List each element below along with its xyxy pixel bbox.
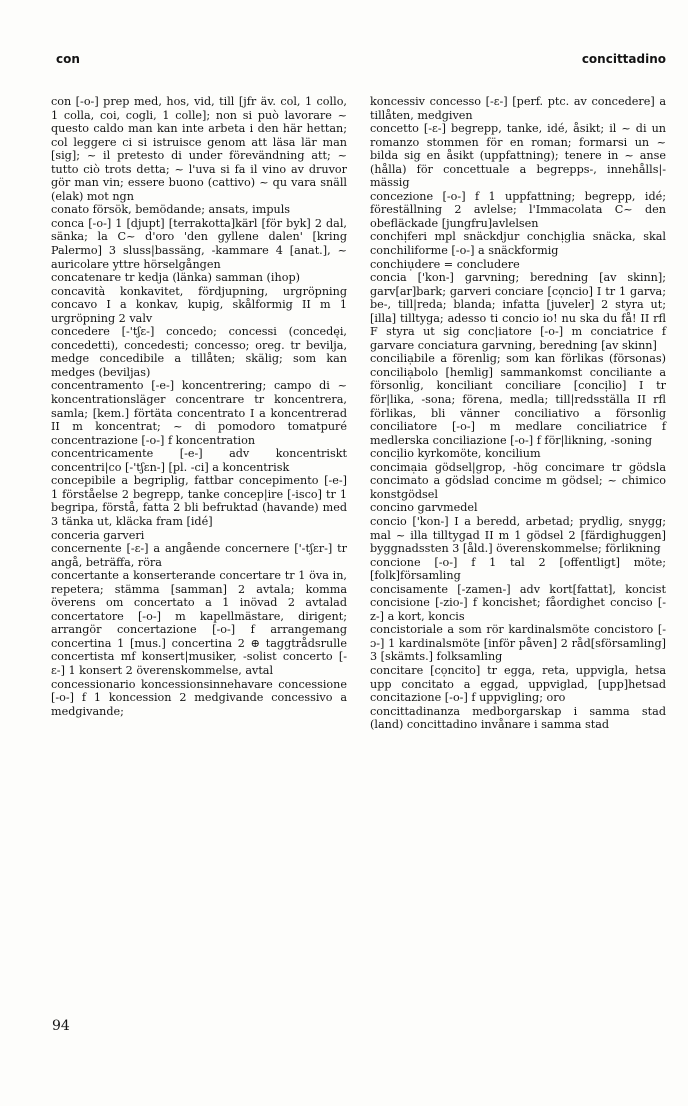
dictionary-entry: concistoriale a som rör kardinalsmöte concistoro [-ɔ-] 1 kardinalsmöte [inför påven] 2 råd[sförsamling] 3 [skämts.] folksamling	[370, 623, 666, 664]
dictionary-entry: concedere [-'tʃɛ-] concedo; concessi (concedęi, concedetti), concedesti; concesso; oreg. tr bevilja, medge concedibile a tillåten; skälig; som kan medges (beviljas)	[51, 325, 347, 379]
dictionary-entry: conceria garveri	[51, 528, 145, 542]
dictionary-entry: conchiụdere = concludere	[370, 257, 520, 271]
dictionary-entry: concimạia gödsel|grop, -hög concimare tr gödsla concimato a gödslad concime m gödsel; ~ chimico konstgödsel	[370, 460, 666, 501]
dictionary-entry: concernente [-ɛ-] a angående concernere ['-tʃɛr-] tr angå, beträffa, röra	[51, 542, 347, 569]
dictionary-entry: concertante a konserterande concertare tr 1 öva in, repetera; stämma [samman] 2 avtala; komma överens om concertato a 1 inövad 2 avtalad concertatore [-o-] m kapellmästare, dirigent; arrangör concertazione [-o-] f arrangemang concertina 1 [mus.] concertina 2 ⊕ taggtrådsrulle concertista mf konsert|musiker, -solist concerto [-ɛ-] 1 konsert 2 överenskommelse, avtal	[51, 569, 347, 677]
dictionary-entry: concione [-o-] f 1 tal 2 [offentligt] möte; [folk]församling	[370, 555, 666, 583]
dictionary-entry: conchịferi mpl snäckdjur conchịglia snäcka, skal conchiliforme [-o-] a snäckformig	[370, 230, 666, 258]
dictionary-entry: concepibile a begriplig, fattbar concepimento [-e-] 1 förståelse 2 begrepp, tanke concep|ire [-isco] tr 1 begripa, förstå, fatta 2 bli befruktad (havande) med 3 tänka ut, kläcka fram [idé]	[51, 474, 347, 528]
dictionary-entry: concia ['kon-] garvning; beredning [av skinn]; garv[ar]bark; garveri conciare [cọncio] I tr 1 garva; be-, till|reda; blanda; infatta [juveler] 2 styra ut; [illa] tilltyga; adesso ti concio io! nu ska du få! II rfl F styra ut sig conc|iatore [-o-] m conciatrice f garvare conciatura garvning, beredning [av skinn]	[370, 271, 666, 352]
dictionary-entry: conato försök, bemödande; ansats, impuls	[51, 203, 291, 217]
dictionary-entry: concezione [-o-] f 1 uppfattning; begrepp, idé; föreställning 2 avlelse; l'Immacolata C~ den obefläckade [jungfru]avlelsen	[370, 189, 666, 230]
dictionary-entry: concittadinanza medborgarskap i samma stad (land) concittadino invånare i samma stad	[370, 704, 666, 732]
dictionary-entry: concitare [cọncito] tr egga, reta, uppvigla, hetsa upp concitato a eggad, uppviglad, [upp]hetsad concitazione [-o-] f uppvigling; oro	[370, 663, 666, 705]
header-left-guideword: con	[56, 52, 80, 66]
dictionary-entry: concetto [-ɛ-] begrepp, tanke, idé, åsikt; il ~ di un romanzo stommen för en roman; formarsi un ~ bilda sig en åsikt (uppfattning); tenere in ~ anse (hålla) för concettuale a begrepps-, innehålls|-mässig	[370, 122, 666, 190]
left-column	[51, 95, 347, 718]
dictionary-entry: concio ['kon-] I a beredd, arbetad; prydlig, snygg; mal ~ illa tilltygad II m 1 gödsel 2 [färdighuggen] byggnadssten 3 [åld.] överenskommelse; förlikning	[370, 514, 666, 556]
page-number: 94	[52, 1018, 70, 1034]
right-column	[370, 95, 666, 732]
dictionary-entry: concavità konkavitet, fördjupning, urgröpning concavo I a konkav, kupig, skålformig II m 1 urgröpning 2 valv	[51, 284, 347, 325]
dictionary-entry: conca [-o-] 1 [djupt] [terrakotta]kärl [för byk] 2 dal, sänka; la C~ d'oro 'den gyllene dalen' [kring Palermo] 3 sluss|bassäng, -kammare 4 [anat.], ~ auricolare yttre hörselgången	[51, 216, 347, 271]
dictionary-entry: con [-o-] prep med, hos, vid, till [jfr äv. col, 1 collo, 1 colla, coi, cogli, 1 colle]; non si può lavorare ~ questo caldo man kan inte arbeta i den här hettan; col leggere ci si istruisce genom att läsa lär man [sig]; ~ il pretesto di under förevändning att; ~ tutto ciò trots detta; ~ l'uva si fa il vino av druvor gör man vin; essere buono (cattivo) ~ qu vara snäll (elak) mot ngn	[51, 95, 347, 203]
dictionary-entry: concatenare tr kedja (länka) samman (ihop)	[51, 271, 300, 285]
dictionary-entry: concisamente [-zamen-] adv kort[fattat], koncist concisione [-zio-] f koncishet; fåordighet conciso [-z-] a kort, koncis	[370, 582, 666, 623]
dictionary-entry: conciliạbile a förenlig; som kan förlikas (försonas) conciliạbolo [hemlig] sammankomst conciliante a försonlig, konciliant conciliare [concịlio] I tr för|lika, -sona; förena, medla; till|redsställa II rfl förlikas, bli vänner conciliativo a försonlig conciliatore [-o-] m medlare conciliatrice f medlerska conciliazione [-o-] f för|likning, -soning	[370, 352, 666, 447]
dictionary-entry: concịlio kyrkomöte, koncilium	[370, 447, 541, 461]
dictionary-entry: concentricamente [-e-] adv koncentriskt concentri|co [-'tʃɛn-] [pl. -ci] a koncentrisk	[51, 447, 347, 474]
dictionary-entry: concino garvmedel	[370, 501, 478, 515]
dictionary-entry: concentramento [-e-] koncentrering; campo di ~ koncentrationsläger concentrare tr koncentrera, samla; [kem.] förtäta concentrato I a koncentrerad II m koncentrat; ~ di pomodoro tomatpuré concentrazione [-o-] f koncentration	[51, 379, 347, 447]
dictionary-entry: koncessiv concesso [-ɛ-] [perf. ptc. av concedere] a tillåten, medgiven	[370, 95, 666, 122]
dictionary-entry: concessionario koncessionsinnehavare concessione [-o-] f 1 koncession 2 medgivande concessivo a medgivande;	[51, 677, 347, 718]
header-right-guideword: concittadino	[581, 52, 666, 66]
